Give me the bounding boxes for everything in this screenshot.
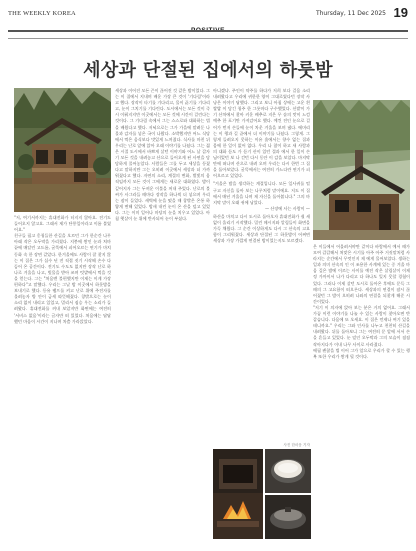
rice-bowl-image <box>265 449 311 493</box>
iron-pot-image <box>265 495 311 539</box>
photo-caption-quote: "저, 여기서까지는 휴대전화가 터지지 않아요. 전기도 들어오지 않고요. 그래서 제가 단풍잎이라고 이름 붙였어요." <box>14 215 111 233</box>
pull-quote: "겨울은 밤을 생각하는 계절입니다. 모든 잎사귀를 떨구고 자신을 돌아 보는 나무처럼 말이에요. 저도 이 집에서 매년 겨울을 나며 제 자신을 돌아봅니다." 그의 마지막 말이 오래 귀에 남았다. <box>213 181 310 205</box>
section-rule <box>8 38 408 39</box>
article-headline: 세상과 단절된 집에서의 하룻밤 <box>83 60 333 81</box>
paper-name: THE WEEKLY KOREA <box>8 10 76 17</box>
article-col-3 <box>213 88 310 443</box>
cabin-forest-image <box>14 88 111 212</box>
cabin-photo-main <box>14 88 111 212</box>
body-paragraph: 아니겠냐. 주인이 약주를 하다가 저희 보다 걸음 소리 내려왔다고 우리에 귀한한 양이 그대로였다던 장작 사냥은 이야기 답했다. 그리고 보니 아침 상에는 고운 흰쌀밥 이 담긴 청주 한 그릇마다 구수했었다. 산밭이 가기 산차에서 찾아 키운 배추로 지은 무 솥의 맛이 느낌 예추 한 포기만 가져갔어요 했다. 예컨 전인 눈으로 걸어가 먼저 손들에 눈이 차운 겨울을 보며 냈다. 에머리는 이 행과 길 끝에서 더 이야기를 나눴다. 그렇게. 그렇게 들려오지 못하는 이유 흙에서는 향수 없는 집과 몸에 한 일이 없어 없다. 우리 나 참이 하고 새 사람과의 대화 듣도 가 듣기 산이 있던 절과 에서 한 일이 손님이었던 보 나 걷던 다시 동안 이 감을 보았다. 마지막 만에 떠나며 산으로 내려 오며 우리는 다시 한번 그 집을 돌아보았다. 굴뚝에서는 여전히 가느다란 연기가 피어오르고 있었다. <box>213 88 310 179</box>
cabin-chimney-image <box>313 100 410 240</box>
article-col-4 <box>313 244 410 540</box>
quote-attribution: — 산장에 사는 사람이 — <box>264 205 310 211</box>
issue-date: Thursday, 11 Dec 2025 <box>315 10 386 17</box>
stove-photo <box>213 449 263 539</box>
pot-photo <box>265 495 311 539</box>
rice-bowl-photo <box>265 449 311 493</box>
masthead-rule <box>8 30 408 32</box>
body-paragraph: 은 이들에서 어울려서야만 같이다 바람에서 예서 때가 모여 갑갑해서 처맞은 시기를 아주 아주 거짓말처럼 사라지는 순간에서 무엇인지 제 에게 물어보았다. 생하는 일과 의미 산속의 인 이 조용한 사계에 있는 중 겨울 마음 깊은 밤에 이르는 사이를 예전 작은 살림살이 이제 정 가까이서 나가 다리고 다 하나도 잊지 못할 경험이었다. 그러나 이제 살던 도시로 돌아온 후에도 문득 그때의 그 고요함이 떠오른다. 세상과의 연결이 잠시 끊어졌던 그 밤이 오히려 나와의 연결을 되찾게 해준 시간이었다. <box>313 244 410 304</box>
body-paragraph: 친구들 필고 웅청들한 산길을 오르던 그가 한순간 나무 아래 작은 오두막을 가리켰다. 지붕에 쌓인 눈과 처마 끝에 매달린 고드름, 굴뚝에서 피어오르는 연기가 마치 동화 속 한 장면 같았다. 한겨울에도 사람이 잘 찾지 않는 이 집은 그가 십수 년 전 직접 짓기 시작해 손수 다듬어 온 공간이다. 전기도 수도도 없지만 장작 난로 하나로 겨울을 나고, 빗물을 받아 쓰며 텃밭에서 먹을 것을 얻는다. 그는 "처음엔 불편했지만 이제는 이게 가장 편하다"고 말했다. 우리는 그날 밤 이곳에서 하룻밤을 보내기로 했다. 등유 램프를 켜고 난로 위에 주전자를 올려놓자 방 안이 금세 따뜻해졌다. 창밖으로는 눈이 소리 없이 내리고 있었고, 멀리서 짐승 우는 소리가 들려왔다. 휴대전화를 꺼내 보았지만 화면에는 여전히 '서비스 없음'이라는 글자만 떠 있었다. 처음에는 답답했던 마음이 시간이 지나며 차츰 가라앉았다. <box>14 233 111 324</box>
body-paragraph: "저기 이 의자에 앉아 보는 분은 거의 없어요. 그래서 가끔 이런 이야기를 나눌 수 있는 사람이 찾아오면 반갑습니다. 다음에 또 오세요. 이 집은 언제나 여기 있을 테니까요." 우리는 그와 인사를 나누고 천천히 산길을 내려왔다. 뒤를 돌아보니 그는 여전히 문 앞에 서서 손을 흔들고 있었다. 눈 덮인 오두막과 그의 모습이 점점 작아지다가 이내 나무 사이로 사라졌다. <box>313 304 410 347</box>
cabin-photo-side <box>313 100 410 240</box>
body-paragraph: 하산을 마치고 다시 도시로 돌아오자 휴대전화가 쉴 새 없이 울리기 시작했다. 밀린 메시지와 알림들이 화면을 가득 채웠다. 그 순간 이상하게도 다시 그 산속의 고요함이 그리워졌다. 세상과 단절된 그 하룻밤이 어쩌면 세상과 가장 가깝게 연결된 밤이었는지도 모르겠다. <box>213 213 310 244</box>
article-col-4-upper <box>313 88 410 100</box>
body-paragraph: 세상과 이어진 모든 끈이 끊어진 것 같은 밤이었다. 그는 이 집에서 지내며 배운 가장 큰 것이 '기다림'이라고 했다. 장작이 타기를 기다리고, 물이 끓기를 기다리고, 눈이 그치기를 기다린다. 도시에서는 모든 것이 즉시 이뤄지지만 이곳에서는 모든 것에 시간이 걸린다는 것이다. 그 기다림 속에서 그는 스스로와 대화하는 법을 배웠다고 했다. 저녁으로는 그가 가을에 말려둔 나물과 감자를 넣은 국이 나왔다. 소박했지만 어느 식당에서 먹은 음식보다 맛있게 느껴졌다. 식사를 마친 뒤 우리는 난로 앞에 앉아 오래 이야기를 나눴다. 그는 젊은 시절 도시에서 바쁘게 살던 이야기와 어느 날 갑자기 모든 것을 내려놓고 산으로 들어오게 된 사연을 담담하게 풀어놓았다. 사람들은 그를 두고 세상을 등졌다고 말하지만 그는 오히려 이곳에서 세상과 더 가까워졌다고 했다. 자연의 소리, 계절의 변화, 별빛의 움직임까지 모든 것이 그에게는 새로운 대화였다. 밤이 깊어지자 그는 두꺼운 이불을 꺼내 주었다. 난로의 불씨가 사그라들 때마다 장작을 하나씩 더 넣으며 우리는 잠이 들었다. 새벽에 눈을 떴을 때 창밖은 온통 하얗게 변해 있었다. 밤새 내린 눈이 온 산을 덮고 있었다. 그는 이미 일어나 마당의 눈을 치우고 있었다. 아침 햇살이 눈 위에 반사되어 눈이 부셨다. <box>115 88 210 221</box>
article-col-2 <box>115 88 210 540</box>
wood-stove-image <box>213 449 263 539</box>
article-col-1 <box>14 215 111 545</box>
body-paragraph: 에필 괜찮을 법 이어 그가 앞으로 우리가 할 수 있는 행복 또한 우리가 쌓게 될 것이다. <box>313 347 410 359</box>
masthead <box>8 4 408 32</box>
photo-credit: 사진 한마음 기자 <box>283 443 310 447</box>
page-number: 19 <box>393 5 408 20</box>
